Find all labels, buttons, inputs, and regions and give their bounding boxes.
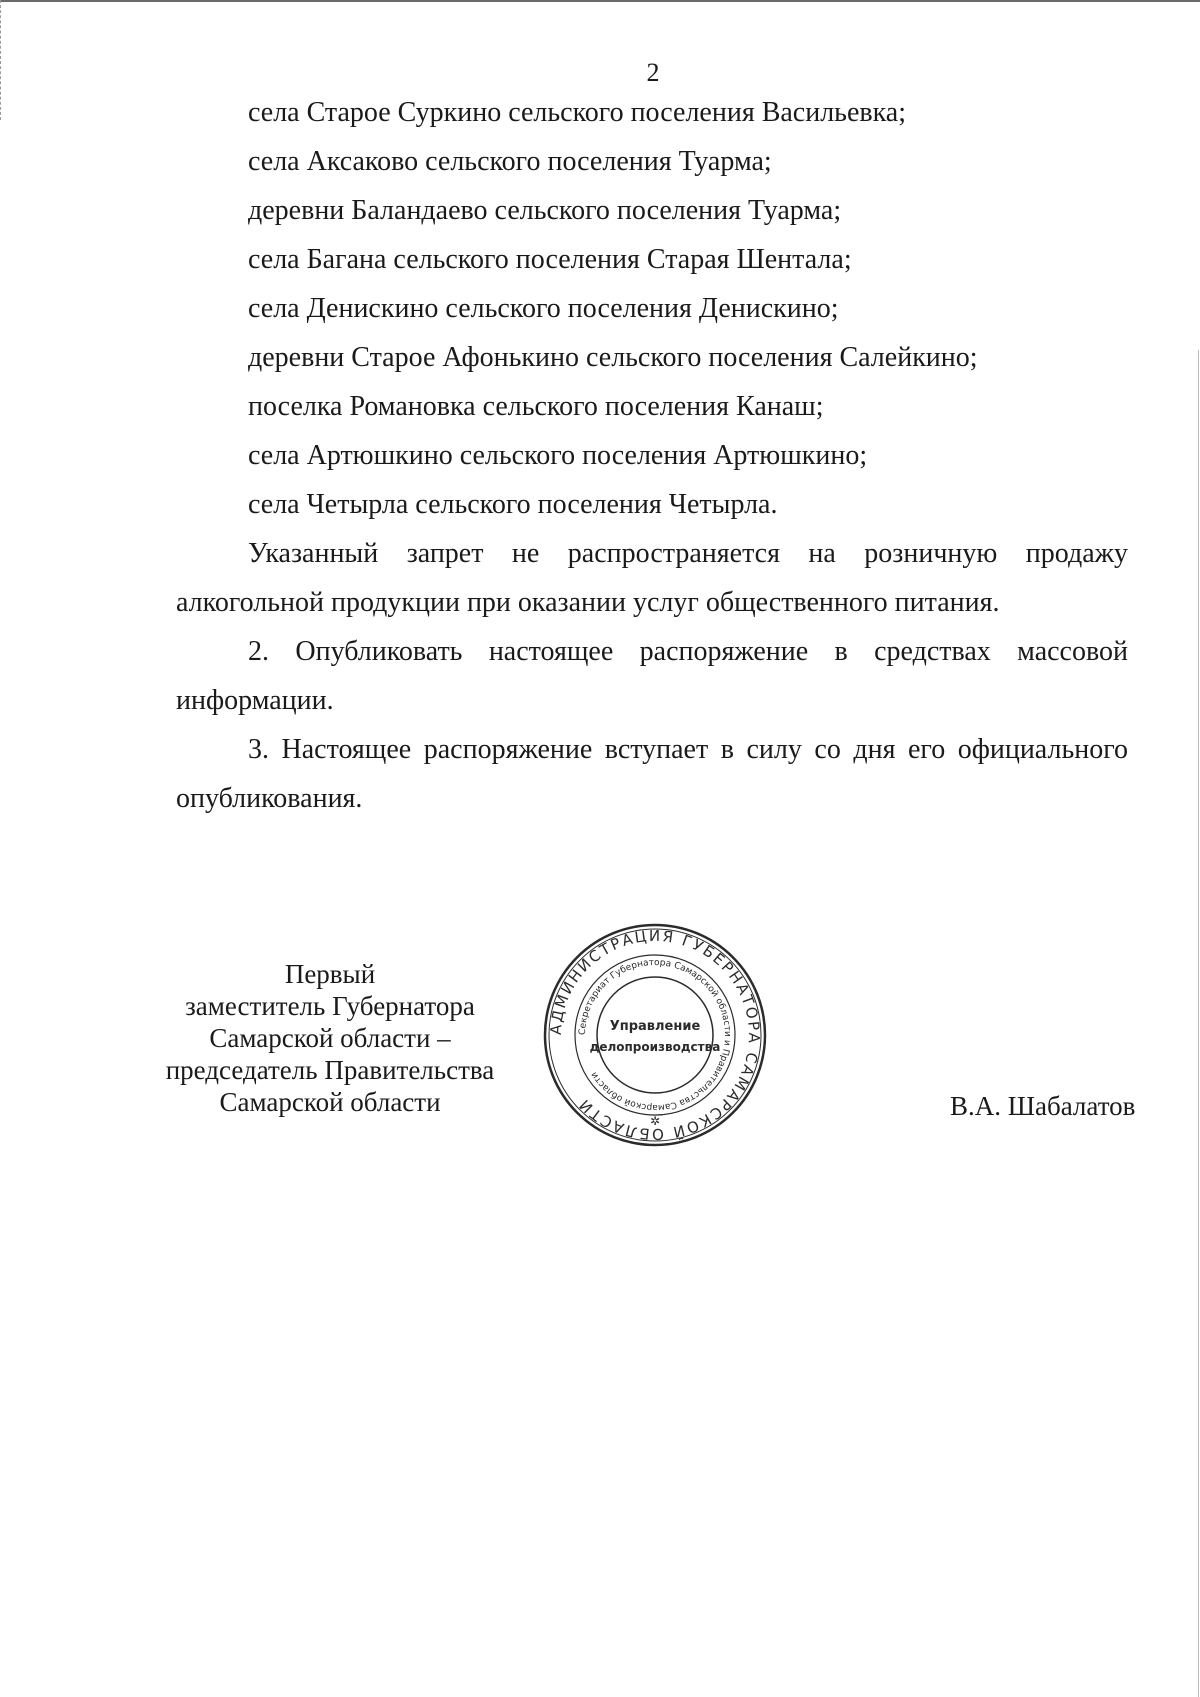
page-number: 2 bbox=[646, 58, 660, 87]
document-body bbox=[176, 88, 1128, 823]
signatory-title-line: заместитель Губернатора bbox=[185, 991, 475, 1021]
signatory-title-line: Первый bbox=[284, 959, 376, 989]
signatory-title bbox=[150, 958, 510, 1118]
signatory-title-line: председатель Правительства bbox=[165, 1055, 495, 1085]
list-item: села Четырла сельского поселения Четырла. bbox=[248, 489, 778, 520]
seal-middle-text: Секретариат Губернатора Самарской области и Правительства Самарской области bbox=[577, 957, 733, 1113]
signatory-title-line: Самарской области bbox=[219, 1087, 441, 1117]
signatory-title-line: Самарской области – bbox=[209, 1023, 451, 1053]
list-item: поселка Романовка сельского поселения Канаш; bbox=[248, 391, 824, 422]
official-seal bbox=[540, 920, 770, 1150]
publish-paragraph: 2. Опубликовать настоящее распоряжение в средствах массовой информации. bbox=[176, 636, 1128, 716]
list-item: села Багана сельского поселения Старая Шентала; bbox=[248, 244, 852, 275]
seal-star-icon: ✲ bbox=[649, 1114, 661, 1128]
scan-edge-top bbox=[0, 0, 1200, 2]
seal-outer-text: АДМИНИСТРАЦИЯ ГУБЕРНАТОРА САМАРСКОЙ ОБЛАСТИ bbox=[546, 926, 764, 1144]
effective-date-paragraph: 3. Настоящее распоряжение вступает в силу со дня его официального опубликования. bbox=[176, 734, 1128, 814]
list-item: деревни Старое Афонькино сельского поселения Салейкино; bbox=[248, 342, 978, 373]
seal-center-line-1: Управление bbox=[609, 1019, 701, 1034]
list-item: села Денискино сельского поселения Денискино; bbox=[248, 293, 839, 324]
seal-inner-ring bbox=[597, 977, 713, 1093]
list-item: села Аксаково сельского поселения Туарма; bbox=[248, 146, 772, 177]
signer-name: В.А. Шабалатов bbox=[950, 1091, 1136, 1121]
list-item: деревни Баландаево сельского поселения Туарма; bbox=[248, 195, 842, 226]
list-item: села Артюшкино сельского поселения Артюшкино; bbox=[248, 440, 868, 471]
exception-paragraph: Указанный запрет не распространяется на розничную продажу алкогольной продукции при оказании услуг общественного питания. bbox=[176, 538, 1128, 618]
seal-center-line-2: делопроизводства bbox=[589, 1040, 721, 1054]
list-item: села Старое Суркино сельского поселения Васильевка; bbox=[248, 97, 906, 128]
scan-edge-right bbox=[1198, 350, 1199, 1697]
seal-middle-ring bbox=[575, 955, 735, 1115]
